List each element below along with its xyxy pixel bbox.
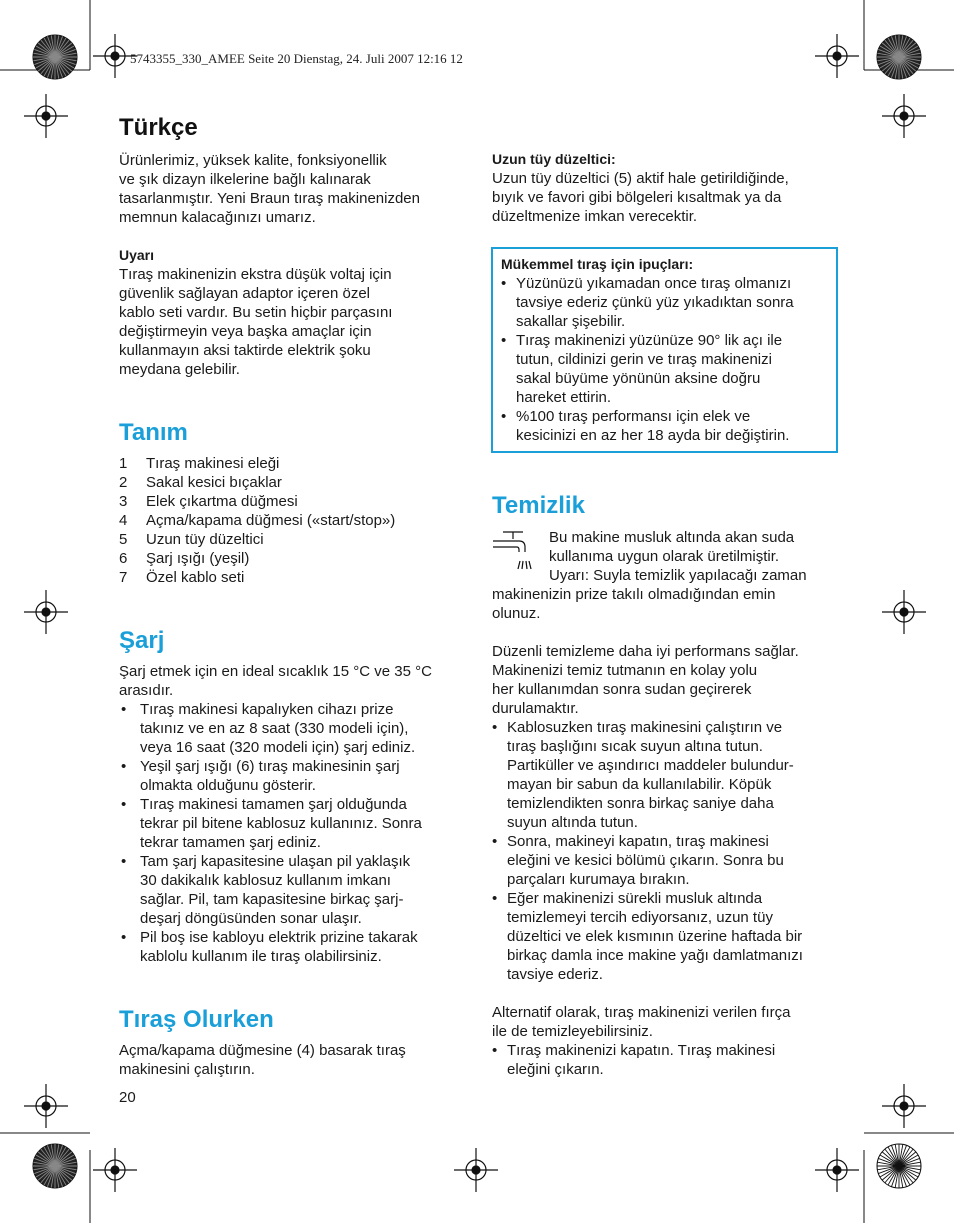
faucet-intro-line: Bu makine musluk altında akan suda [549,529,795,546]
starburst-wheel-icon [877,35,921,79]
item-text: Özel kablo seti [146,569,245,586]
cleaning-line: makinenizin prize takılı olmadığından emin [492,586,776,603]
item-number: 7 [119,569,128,586]
intro-line: ve şık dizayn ilkelerine bağlı kalınarak [119,171,371,188]
cleaning-line: durulamaktır. [492,700,579,717]
cleaning-paragraph [492,642,837,718]
faucet-intro [492,528,837,585]
tiras-paragraph [119,1041,464,1079]
list-item [119,511,464,530]
list-item [119,454,464,473]
item-number: 3 [119,493,128,510]
item-number: 4 [119,512,128,529]
print-header: 5743355_330_AMEE Seite 20 Dienstag, 24. Juli 2007 12:16 12 [130,51,463,66]
alternative-line: ile de temizleyebilirsiniz. [492,1023,653,1040]
alternative-line: Alternatif olarak, tıraş makinenizi verilen fırça [492,1004,791,1021]
intro-line: memnun kalacağınızı umarız. [119,209,316,226]
list-item: • Tıraş makinenizi kapatın. Tıraş makinesi eleğini çıkarın. [492,1042,776,1078]
list-item: • Tıraş makinesi kapalıyken cihazı prize takınız ve en az 8 saat (330 modeli için), veya 16 saat (320 modeli için) şarj ediniz. [121,701,416,756]
item-text: Açma/kapama düğmesi («start/stop») [146,512,396,529]
item-text: Tıraş makinesi eleği [146,455,280,472]
item-text: Elek çıkartma düğmesi [146,493,298,510]
temizlik-heading: Temizlik [492,492,585,519]
sarj-intro-line: Şarj etmek için en ideal sıcaklık 15 °C ve 35 °C [119,663,432,680]
tiras-heading: Tıraş Olurken [119,1006,274,1033]
cleaning-line: her kullanımdan sonra sudan geçirerek [492,681,752,698]
trimmer-line: bıyık ve favori gibi bölgeleri kısaltmak ya da [492,189,782,206]
crosshair-circle-icon [882,590,926,634]
starburst-wheel-icon [33,1144,77,1188]
sarj-bullet-list [119,700,464,966]
sarj-heading: Şarj [119,627,165,654]
cleaning-section [492,492,837,1079]
list-item: • Eğer makinenizi sürekli musluk altında temizlemeyi tercih ediyorsanız, uzun tüy düzeltici ve elek kısmının üzerine haftada bir birkaç damla ince makine yağı damlatmanızı tavsiye ederiz. [492,890,803,983]
crosshair-circle-icon [24,1084,68,1128]
list-item: • Tıraş makinesi tamamen şarj olduğunda tekrar pil bitene kablosuz kullanınız. Sonra tekrar tamamen şarj ediniz. [121,796,422,851]
tiras-line: Açma/kapama düğmesine (4) basarak tıraş [119,1042,406,1059]
crosshair-circle-icon [93,1148,137,1192]
sarj-intro-line: arasıdır. [119,682,174,699]
tips-heading: Mükemmel tıraş için ipuçları: [501,256,694,272]
crosshair-circle-icon [815,1148,859,1192]
alternative-bullet-list [492,1041,837,1079]
item-text: Uzun tüy düzeltici [146,531,264,548]
tanim-heading: Tanım [119,419,188,446]
list-item: • %100 tıraş performansı için elek ve kesicinizi en az her 18 ayda bir değiştirin. [501,408,790,444]
warning-line: meydana gelebilir. [119,361,240,378]
warning-line: güvenlik sağlayan adaptor içeren özel [119,285,370,302]
list-item [119,549,464,568]
crosshair-circle-icon [24,94,68,138]
crosshair-circle-icon [815,34,859,78]
list-item: • Yüzünüzü yıkamadan once tıraş olmanızı tavsiye ederiz çünkü yüz yıkadıktan sonra sakallar şişebilir. [501,275,794,330]
tips-list [501,274,828,445]
trimmer-heading: Uzun tüy düzeltici: [492,151,616,167]
trimmer-paragraph [492,169,837,226]
item-text: Sakal kesici bıçaklar [146,474,282,491]
water-tap-icon [493,528,541,574]
left-column [119,114,464,1078]
cleaning-warning-cont [492,585,837,623]
item-number: 6 [119,550,128,567]
intro-paragraph [119,151,464,227]
cleaning-line: olunuz. [492,605,541,622]
list-item: • Kablosuzken tıraş makinesini çalıştırın ve tıraş başlığını sıcak suyun altına tutun. Partiküller ve aşındırıcı maddeler bulundur- mayan bir sabun da kullanılabilir. Köpük temizlendikten sonra birkaç saniye daha suyun altında tutun. [492,719,794,831]
crosshair-circle-icon [882,94,926,138]
crosshair-circle-icon [454,1148,498,1192]
intro-line: Ürünlerimiz, yüksek kalite, fonksiyonellik [119,152,387,169]
warning-line: kullanmayın aksi taktirde elektrik şoku [119,342,371,359]
list-item: • Tıraş makinenizi yüzünüze 90° lik açı ile tutun, cildinizi gerin ve tıraş makinenizi sakal büyüme yönünün aksine doğru hareket ettirin. [501,332,783,406]
warning-paragraph [119,265,464,379]
item-number: 2 [119,474,128,491]
list-item [119,530,464,549]
trimmer-line: düzeltmenize imkan verecektir. [492,208,698,225]
crosshair-circle-icon [882,1084,926,1128]
item-text: Şarj ışığı (yeşil) [146,550,250,567]
list-item [119,568,464,587]
list-item: • Yeşil şarj ışığı (6) tıraş makinesinin şarj olmakta olduğunu gösterir. [121,758,400,794]
item-number: 5 [119,531,128,548]
warning-line: kablo seti vardır. Bu setin hiçbir parçasını [119,304,393,321]
page-title: Türkçe [119,114,198,141]
intro-line: tasarlanmıştır. Yeni Braun tıraş makinenizden [119,190,420,207]
warning-heading: Uyarı [119,247,155,263]
item-number: 1 [119,455,128,472]
starburst-wheel-icon [877,1144,921,1188]
starburst-wheel-icon [33,35,77,79]
crosshair-circle-icon [24,590,68,634]
warning-line: değiştirmeyin veya başka amaçlar için [119,323,372,340]
tips-box [491,247,838,453]
faucet-intro-line: Uyarı: Suyla temizlik yapılacağı zaman [549,567,807,584]
sarj-intro [119,662,464,700]
list-item [119,492,464,511]
faucet-intro-line: kullanıma uygun olarak üretilmiştir. [549,548,780,565]
alternative-paragraph [492,1003,837,1041]
parts-list [119,454,464,587]
list-item: • Tam şarj kapasitesine ulaşan pil yaklaşık 30 dakikalık kablosuz kullanım imkanı sağlar. Pil, tam kapasitesine birkaç şarj- deşarj döngüsünden sonar ulaşır. [121,853,411,927]
tiras-line: makinesini çalıştırın. [119,1061,255,1078]
cleaning-line: Makinenizi temiz tutmanın en kolay yolu [492,662,758,679]
page-number: 20 [119,1089,136,1106]
warning-line: Tıraş makinenizin ekstra düşük voltaj için [119,266,392,283]
list-item: • Sonra, makineyi kapatın, tıraş makinesi eleğini ve kesici bölümü çıkarın. Sonra bu parçaları kurumaya bırakın. [492,833,784,888]
list-item [119,473,464,492]
cleaning-bullet-list [492,718,837,984]
list-item: • Pil boş ise kabloyu elektrik prizine takarak kablolu kullanım ile tıraş olabilirsiniz. [121,929,418,965]
cleaning-line: Düzenli temizleme daha iyi performans sağlar. [492,643,799,660]
right-column [492,150,837,226]
trimmer-line: Uzun tüy düzeltici (5) aktif hale getirildiğinde, [492,170,789,187]
